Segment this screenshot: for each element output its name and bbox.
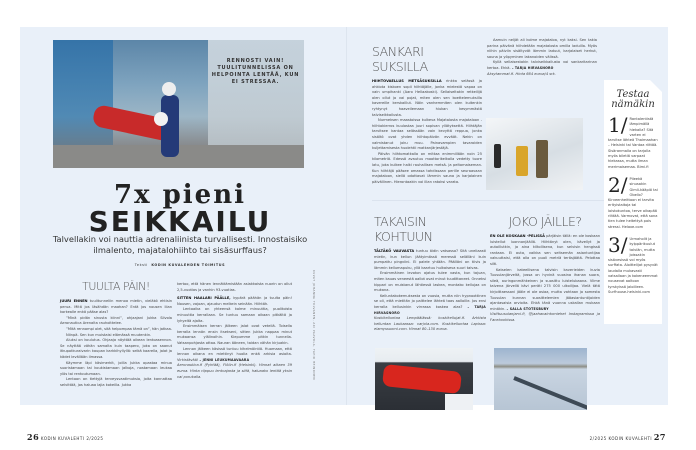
paragraph: Katselen kateellisena talvisin kaverieiden kuvia Tuusulanjärveltä, jossa on hyvinä vuosina ihanan suora, sileä, auringonmähkeinen ja suosittu luistelubaana. Viime talvena järvellä kävi peräti 275 000 ulkoilijaa. Vielä tätä kirjoittaessani jääle ei ole asiaa, mutta vahtaan jo somesta Tuusulan kunnan suosittelemien jääasiantuntijoiden ajantasaisia arvioita. Ehkä tänä vuonna uskallan mukaan minäkin. [490,267,600,311]
paragraph: rinkka selässä ja ahkiota kiskoen sopii hiihtäjälle, jonka mielestä vapaa on vain umpihanki (Aaro Hellaakoski). Sellaiseltakin retkeilijä olen ollut jo vai pojat, miten olen sen koettelemuksilla kavereille kerskaillut. Näin vanhemmiten olen kuitenkin ryhtynyt haaveilemaan hiukan kesymmästä talviseikkailusta. [372,79,482,117]
skiers-photo [486,118,583,190]
sidebar-item-number: 2/ [608,172,628,197]
section-divider [372,200,606,201]
section-body [490,234,600,324]
section-body [177,282,292,380]
paragraph: tuulitunneliin menoa mietin, vieläkö ehtisin perua. Mitä jos läsähdän maahan? Entä jos nousen liian korkealle enkä pääse alas? [60,299,172,315]
page-gutter [346,27,347,405]
section-body [60,299,172,389]
section-heading: TAKAISIN KOHTUUN [374,214,433,244]
info-line: Koskikelluntaa Lempäälässä: koskikellujat.fi. Arktista kelluntaa Laukaassa: varjola.com. Koskikelluntaa Lapissa: elamyssuomi.com. Hinnat 80–130 euroa. [374,316,486,332]
headline-line-1: 7x pieni [113,180,247,210]
paragraph: Niinpä. Sen kun muistaisi elämässä muutenkin. [66,332,152,337]
section-sankari-suksilla [372,44,482,185]
sidebar-title-line1: Testaa [616,89,650,100]
paragraph: Aluksi on koulutus. Ohjaaja näyttää oikean lentoasennon. Se näyttää vähän samalta kuin taapero, joka on saanut itkupotkuraivarin kaupan karkkihyllyllä: selkä kaarella, jalat ja kädet levällään ilmassa. [60,338,172,359]
photo-caption: RENNOSTI VAIN! TUULITUNNELISSA ON HELPOINTA LENTÄÄ, KUN EI STRESSAA. [211,58,300,85]
info-line: Aeronautica.fi (Pyhtää), Flöön.fi (Helsinki). Hinnat alkaen 39 euroa. Hinta riippuu lentoajasta ja siitä, haluaako lentää yksin vai porukalla. [177,363,292,379]
credit-label: Teksti [134,263,148,267]
section-tuulta-paen [60,280,172,389]
paragraph: Lennon jälkeen käsissä tuntuu kihelmöintiä. Huomaan, että lennon aikana en miettinyt huolia enkä arkisia asioita. Virkistävää! [177,346,292,362]
section-heading: TUULTA PÄIN! [82,280,150,293]
page-number: 26 [27,432,40,442]
sidebar-item-number: 3/ [608,232,628,257]
sidebar-item [604,113,662,170]
lead-in: TÄLTÄKÖ VAUVASTA [374,249,415,253]
paragraph: Ensimmäinen levoton ajatus tulee vasta, kun tajuan, miten kauas veneestä aallot ovat minut tuudittaneet. Onneksi kippari on muistanut lähtiessä laskea, montako kellujaa on mukana. [374,271,486,293]
sidebar-item [604,172,662,230]
sidebar-title-line2: nämäkin [611,99,655,110]
paragraph: pärjäisin tällä: en ole koskaan luistellut luonnonjäällä. Hiihtänyt olen, kävellyt ja autoillutkin, ja aina kiltollisena, kun selvisin hengissä rantaan. Ei auta, vaikka sen seitsemän asiantuntijaa vakuuttaisi, että alla on puoli metriä teräsjäätä. Pelottaa silti. [490,234,600,266]
paragraph: ”Mitä rennompi olet, sitä helpompaa tämä on”, hän jatkaa. [66,326,172,331]
sidebar-item-number: 1/ [608,113,628,137]
paragraph: Kelluntakokemuksesta on vuosia, mutta niin hypnoottinen se oli, että mietitän jo palttelee lähteä taas aalloille. Jos ensi kerralla kellusinkin virrassa koskea alas? [374,293,486,309]
paragraph: tuntuu äidin vatsassa? Sitä uneliaasti mietin, kun kellun jäätyimässä meressä selälläni kuin pumpattu pingviini. Ei palele yhtään. Päälläni on tiivis ja lämmin kellumapuku, yllä kaartuu hulkaiseva suuri taivas. [374,249,487,270]
lead-in: HIIHTOVAELLUS METSÄSUKSILLA [372,79,442,83]
author-byline: – JENNI LEUKUMAAVAARA [199,357,250,362]
paragraph: ”Minä pidän sinusta kiinni”, ohjaajani Jukka Silvola Aeronautica Arenalta rauhoittelee. [60,315,172,326]
paragraph: Nurmeksen maastoissa kulkeva Majatalosta majataloon -hiihtokierros kuulostaa juuri sopivan yllätyksettä. Hiihtäjän tarvitsee kantaa selässään vain kevyttä reppua, jonka sisältö ovat yhden hiihtopäivän evväät. Nekin on valmistanut joku muu. Painavampien tavaroiden kuljettamisesta huolehtii matkanjärjestäjä. [372,118,482,151]
sidebar-item-text: Pileekä sinusakin Gimli-kääpiö tai Obelix? Kirveenheittoon ei tarvita erityistaitoja tai loistokuntoa, terve oikapää riittää. Varmovat, että sona tien tulee heitettyä pois stressi. Helaxe.com [608,176,658,229]
frozen-lake-photo [494,348,587,410]
headline-line-2: SEIKKAILU [88,205,272,238]
lead-in: EN OLE KOSKAAN -PELISSÄ [490,234,545,238]
photo-credits-vertical: KUVAT JOHANNA TOLVANEN, AKI PAAVOLA, TAPIO HEINONEN [312,270,316,380]
section-tuulta-paen-cont [177,282,292,380]
paragraph: Käymme läpi käsimerkit, joilla Jukka opastaa minua suoristamaan tai koukistamaan jalkoja, nostamaan leukaa ylös tai rentoutumaan. [60,360,172,376]
paragraph: Lentoon on tiettyjä terveysvaatimuksia, joita kannattaa selvittää, jos haluaa lajia kokeilla. Jukka [60,377,172,387]
section-body [487,38,597,77]
paragraph: Päivän hiihtomatkalla on mittaa enimmillään noin 25 kilometriä. Edessä avautuu moottorikelkalla vedetty tuore latu, joka kulkee halki rauhallisen metsä- ja peltomaiseman. Kun hiihtäjä pääsee omassa tahdissaan perille seuraavaan majataloon, siellä odottavat lämmin sauna ja karjalainen päivällinen. Hierontaakin voi illan ratoksi varata. [372,151,482,184]
footer-label: 2/2025 KODIN KUVALEHTI [589,436,653,441]
sidebar-testaa-namakin [604,80,662,324]
info-line: Aksytammat.fi. Hinta 664 euroa/4 srk. [487,71,556,76]
instructor-blue-suit [161,95,179,157]
section-sankari-suksilla-cont [487,38,597,77]
section-heading: JOKO JÄILLE? [508,214,582,229]
sidebar-item [604,232,662,295]
lead-in: JUURI ENNEN [60,299,88,303]
section-takaisin-kohtuun [374,214,486,333]
paragraph: Lentoaika on yhteensä kolme minuuttia, puolitoista minuuttia kerrallaan. Se tuntuu samaan aikaan pitkältä ja lyhyeltä ajalta. [177,307,292,323]
paragraph: Aamuin neljät ali kolme majataloa, nyt kaksi. Sen takia parina päivänä hiihdetään majatalosta omilla laduilla. Myös niihin päiviin sisältyvät lämmin laduut, karjalaiset herkut, sauna ja yöpyminen lakanoiden välissä. [487,38,597,59]
right-page-footer [590,432,666,442]
page-number: 27 [653,432,666,442]
lead-in: SITTEN HAALARI PÄÄLLE, [177,296,231,301]
deck-text: Talvellakin voi nauttia adrenaliinista turvallisesti. Innostaisiko ilmalento, majatalohiihto tai sisäsurffaus? [52,234,308,255]
paragraph: Kyllä sellaisestakin talviseikkailusta voi sankaritarinan kertoa. Ehkä. [487,60,597,70]
paragraph: Ensimmäisen kerran jälkeen jalat ovat veteliä. Toisella kerralla lennän ensin itsekseni, sitten Jukka nappaa minut mukaansa ylälinoihin. Kiepumme pitkin tunnelia. Vatsanpohjasta ottaa. Nauran ääneen, taidan vähän kirjuakin. [177,324,292,345]
paragraph: kypärä päähän ja tuulta päin! Nousen, vajoan, ajaudun melkein seinään. Hiihtäh. [177,296,292,306]
credit-name: KODIN KUVALEHDEN TOIMITUS [151,263,226,267]
author-credit [60,263,300,267]
section-heading: SANKARI SUKSILLA [372,44,428,74]
ice-floating-photo [375,348,473,410]
sidebar-item-text: Urmaholit ja kylppärikuulut talviän, mutta joissakin sisävesissä voi myös surffata. Aloittelijat pysyvät laudalla mukavasti vatsallaan ja kokeneemmat nousevat aaltoon tyrskyissä jaloilleen. Surfhouse-helsinki.com [608,236,658,294]
author-byline: – TARJA HIRVASNORO [511,65,554,70]
section-body [374,249,486,333]
sidebar-item-text: Rantalentistä lämpimällä hiekalla? Sitä varten ei tarvitse lähteä Thaimaahan – Helsinki tai Vantaa riittää. Sisäranmalla on tarjolla myös biletiä varpaat hiekassa, mutta ilman merimaisemaa. Bimi.fi [608,117,658,169]
author-byline: – TARJA HIRVASNORO [374,304,486,315]
section-body [372,79,482,185]
section-joko-jaille [490,214,600,324]
footer-label: KODIN KUVALEHTI 2/2025 [40,436,104,441]
left-page-footer [27,432,103,442]
author-byline: – SALLA STOTESBURY [506,306,549,311]
paragraph: kertoo, että hänen lennättämistään asiakkaista nuorin on ollut 2,5-vuotias ja vanhin 93-vuotias. [177,282,292,292]
info-line: Visittuusulanjarvi.fi, @jaahavaintomiehet Instagramissa ja Facebookissa. [490,312,600,322]
sidebar-title [604,90,662,110]
